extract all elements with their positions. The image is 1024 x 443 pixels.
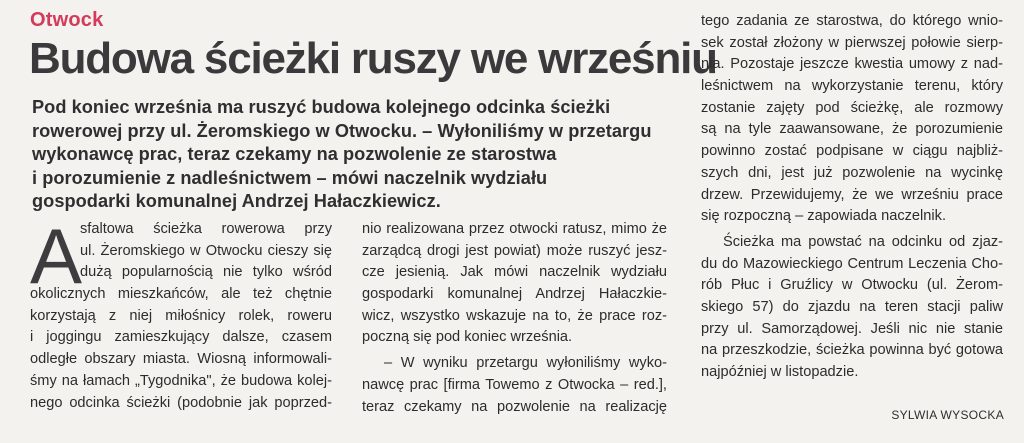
body-column-2 <box>362 219 667 418</box>
lead-line: i porozumienie z nadleśnictwem – mówi naczelnik wydziału <box>32 167 548 188</box>
body-line: najpóźniej w listopadzie. <box>701 364 859 380</box>
body-line: Ścieżka ma powstać na odcinku od zjaz- <box>723 233 1003 250</box>
body-line: okolicznych mieszkańców, ale też chętnie <box>30 286 332 303</box>
body-line: sfaltowa ścieżka rowerowa przy <box>80 221 332 237</box>
body-line: zostanie zajęty pod ścieżkę, ale rozmowy <box>701 99 1003 116</box>
body-line: nia. Pozostaje jeszcze kwestia umowy z nad- <box>701 56 1003 73</box>
body-line: na przeszkodzie, ścieżka powinna być gotowa <box>701 342 1003 359</box>
headline: Budowa ścieżki ruszy we wrześniu <box>29 34 717 83</box>
lead-line: Pod koniec września ma ruszyć budowa kolejnego odcinka ścieżki <box>32 97 611 117</box>
body-line: przy ul. Samorządowej. Jeśli nic nie stanie <box>701 320 1003 337</box>
body-line: – W wyniku przetargu wyłoniliśmy wyko- <box>384 355 667 372</box>
body-line: są na tyle zaawansowane, że porozumienie <box>701 121 1003 138</box>
body-line: gospodarki komunalnej Andrzej Hałaczkie- <box>362 286 667 303</box>
body-column-3 <box>701 11 1003 384</box>
body-line: skiego 57) do zjazdu na teren stacji paliw <box>701 298 1003 315</box>
byline: SYLWIA WYSOCKA <box>891 408 1004 422</box>
body-line: leśnictwem na wykorzystanie terenu, który <box>701 78 1003 95</box>
body-line: nio realizowana przez otwocki ratusz, mimo że <box>362 221 667 237</box>
body-column-1 <box>30 212 332 414</box>
body-line: nawcę prac [firma Towemo z Otwocka – red.], <box>362 376 667 393</box>
body-line: poczną się pod koniec września. <box>362 329 573 346</box>
body-line: szych dni, jest już pozwolenie na wycinkę <box>701 164 1003 181</box>
body-line: dużą popularnością nie tylko wśród <box>80 264 332 281</box>
body-line: zarządcą drogi jest powiat) może ruszyć jesz- <box>362 242 667 259</box>
body-line: nego odcinka ścieżki (podobnie jak poprzed- <box>30 394 332 411</box>
body-line: się rozpoczną – zapowiada naczelnik. <box>701 208 946 225</box>
body-line: tego zadania ze starostwa, do którego wnio- <box>701 13 1003 29</box>
body-line: wicz, wszystko wskazuje na to, że prace roz- <box>362 307 667 324</box>
body-line: korzystają z niej miłośnicy rolek, roweru <box>30 307 332 324</box>
body-line: sek został złożony w pierwszej połowie sierp- <box>701 34 1003 51</box>
body-line: drzew. Przewidujemy, że we wrześniu prace <box>701 186 1003 203</box>
body-line: du do Mazowieckiego Centrum Leczenia Cho- <box>701 255 1003 272</box>
body-line: i joggingu zamieszkujący dalsze, czasem <box>30 329 332 346</box>
body-line: teraz czekamy na pozwolenie na realizację <box>362 398 667 415</box>
body-line: cze jesienią. Jak mówi naczelnik wydziału <box>362 264 667 281</box>
lead-line: wykonawcę prac, teraz czekamy na pozwolenie ze starostwa <box>32 144 557 165</box>
body-line: rób Płuc i Gruźlicy w Otwocku (ul. Żerom- <box>701 277 1003 294</box>
lead-line: rowerowej przy ul. Żeromskiego w Otwocku. – Wyłoniliśmy w przetargu <box>32 120 652 141</box>
body-line: odległe obszary miasta. Wiosną informowali- <box>30 351 332 368</box>
body-line: powinno zostać podpisane w ciągu najbliż- <box>701 143 1003 160</box>
section-label: Otwock <box>30 9 104 31</box>
lead-line: gospodarki komunalnej Andrzej Hałaczkiewicz. <box>32 191 441 212</box>
body-line: śmy na łamach „Tygodnika", że budowa kolej- <box>30 372 332 389</box>
drop-cap: A <box>30 212 83 300</box>
body-line: ul. Żeromskiego w Otwocku cieszy się <box>80 242 332 259</box>
lead-paragraph <box>32 96 672 214</box>
